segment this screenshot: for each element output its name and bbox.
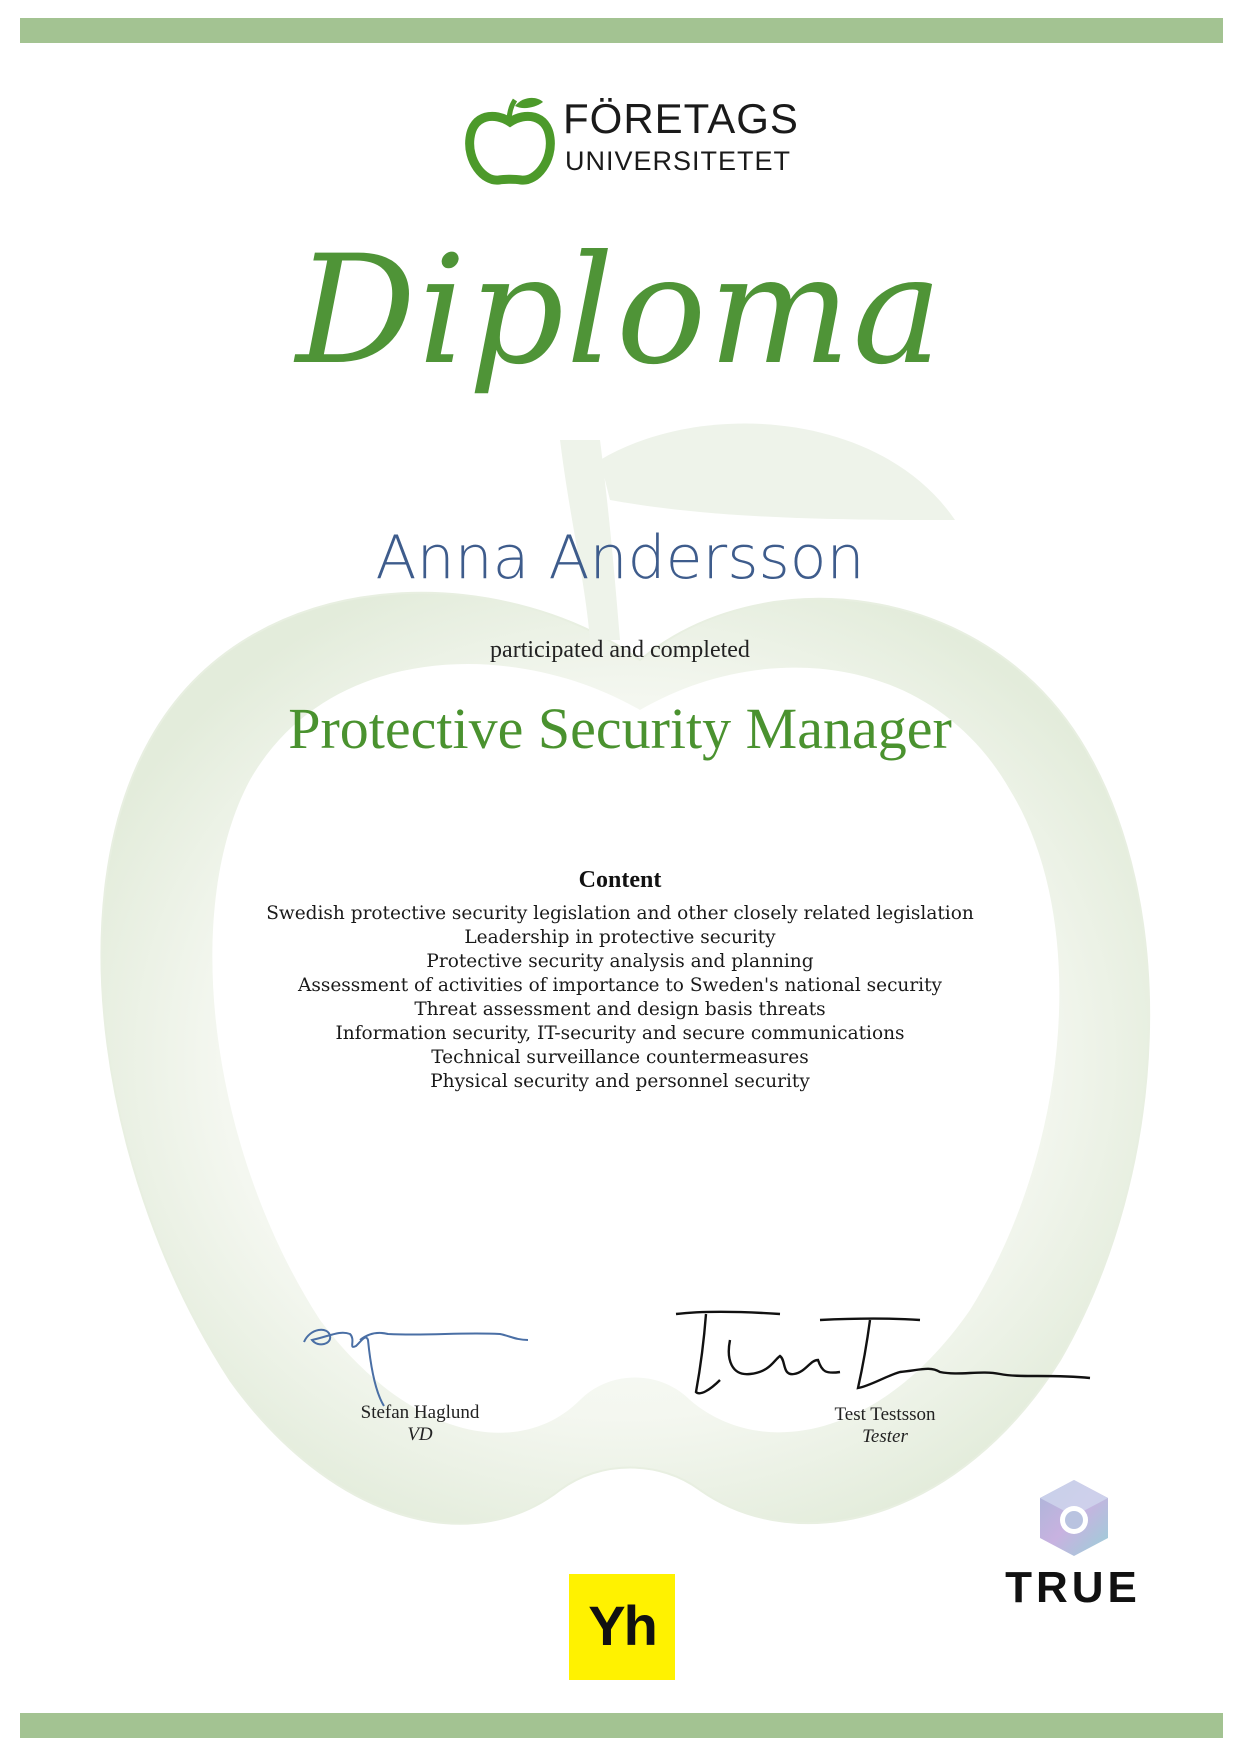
list-item: Physical security and personnel security <box>430 1071 810 1092</box>
list-item: Technical surveillance countermeasures <box>431 1047 809 1068</box>
list-item: Protective security analysis and planning <box>426 951 814 972</box>
signatory-2-role: Tester <box>862 1426 908 1447</box>
list-item: Information security, IT-security and secure communications <box>335 1023 905 1044</box>
foretagsuniversitetet-logo <box>465 94 799 186</box>
content-list <box>0 902 1240 1094</box>
signatory-1 <box>310 1402 530 1446</box>
signature-stefan-haglund <box>300 1310 530 1410</box>
yh-logo <box>569 1574 675 1680</box>
list-item: Assessment of activities of importance to Sweden's national security <box>298 975 942 996</box>
signatory-1-role: VD <box>407 1424 433 1445</box>
content-heading: Content <box>578 867 662 893</box>
true-logo <box>994 1478 1154 1613</box>
diploma-heading: Diploma <box>295 224 945 398</box>
recipient-name: Anna Andersson <box>375 523 865 593</box>
logo-line-1: FÖRETAGS <box>563 95 799 142</box>
logo-line-2: UNIVERSITETET <box>565 146 792 176</box>
signature-test-testsson <box>670 1300 1100 1410</box>
bottom-border-band <box>20 1713 1223 1738</box>
list-item: Swedish protective security legislation and other closely related legislation <box>266 903 974 924</box>
apple-icon <box>465 94 555 186</box>
signatory-2 <box>770 1404 1000 1448</box>
participated-text: participated and completed <box>490 637 750 663</box>
signatory-1-name: Stefan Haglund <box>360 1402 480 1423</box>
list-item: Threat assessment and design basis threats <box>414 999 826 1020</box>
list-item: Leadership in protective security <box>464 927 776 948</box>
hexagon-cube-icon <box>1034 1478 1114 1558</box>
yh-logo-label: Yh <box>588 1594 656 1657</box>
signatory-2-name: Test Testsson <box>834 1404 936 1425</box>
course-title: Protective Security Manager <box>288 696 952 761</box>
true-logo-label: TRUE <box>1005 1563 1141 1612</box>
